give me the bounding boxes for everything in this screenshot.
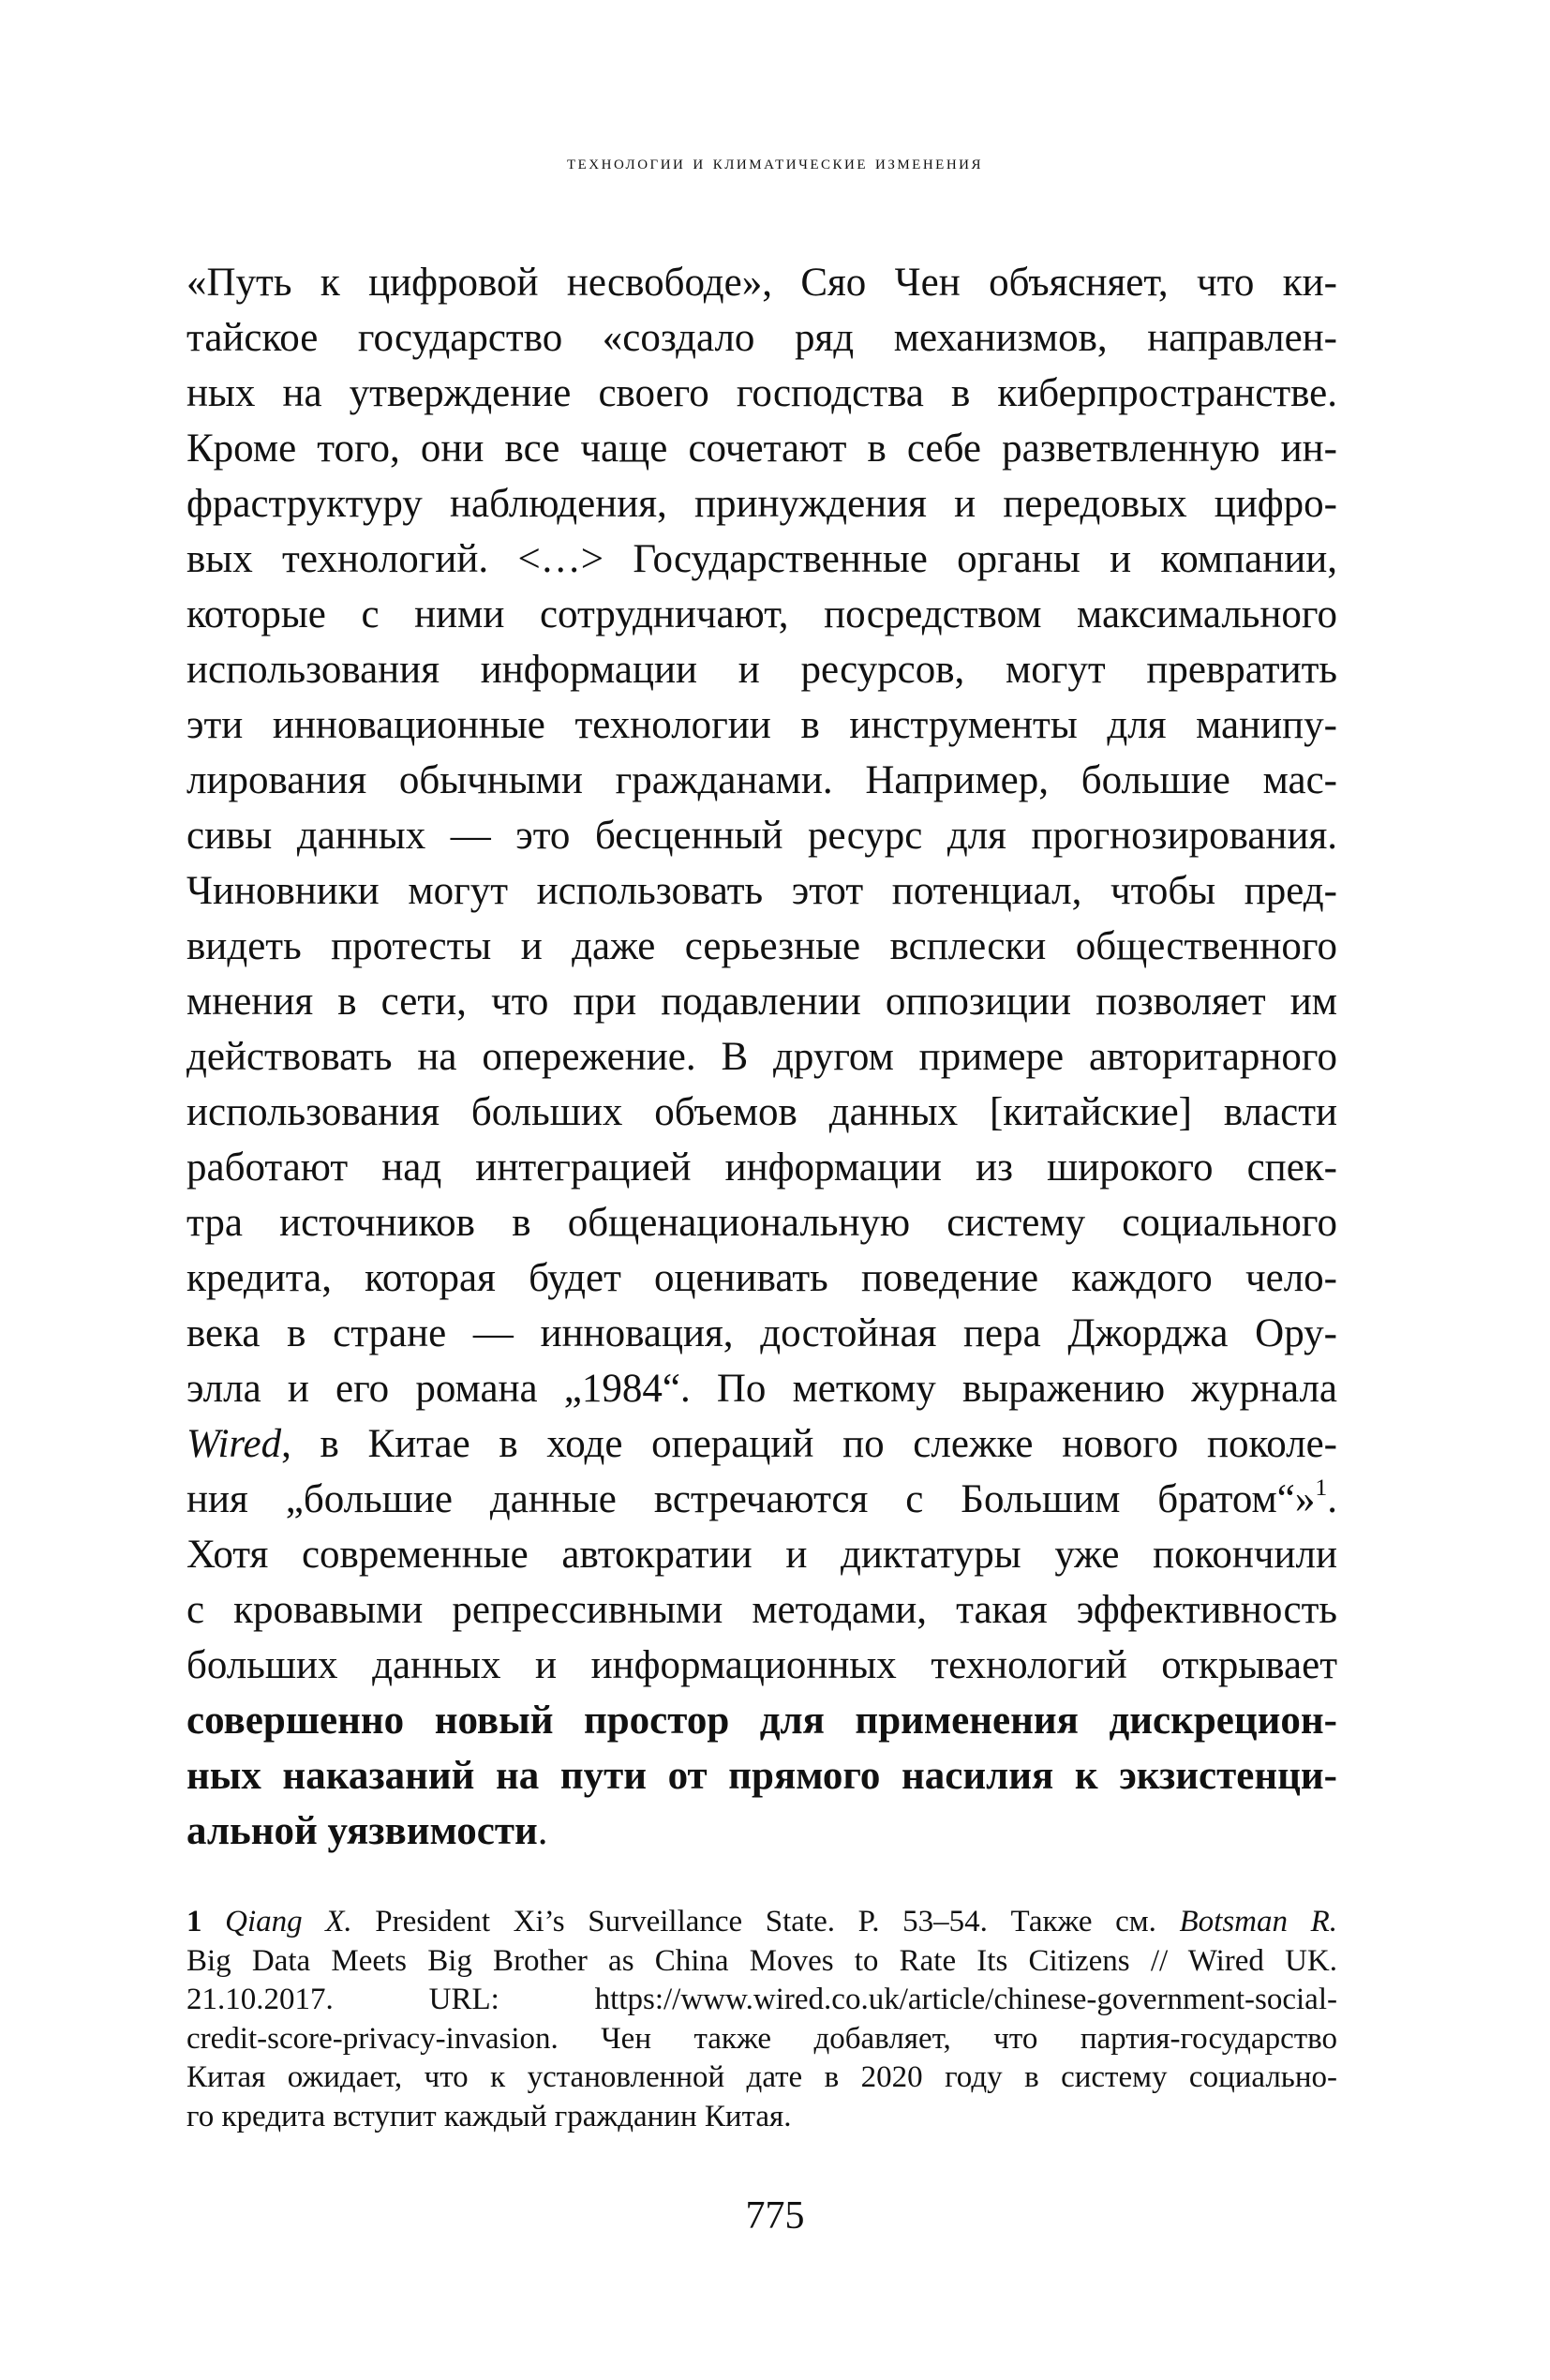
text-line	[186, 255, 1337, 310]
text-line	[186, 1472, 1337, 1527]
text-segment: , в Китае в ходе операций по слежке нового поколе-	[281, 1422, 1337, 1466]
text-segment: века в стране — инновация, достойная пера Джорджа Ору-	[186, 1311, 1337, 1355]
text-segment: которые с ними сотрудничают, посредством максимального	[186, 592, 1337, 636]
text-segment: ных на утверждение своего господства в киберпространстве.	[186, 371, 1337, 415]
text-segment	[202, 1905, 226, 1938]
text-segment: мнения в сети, что при подавлении оппозиции позволяет им	[186, 980, 1337, 1024]
italic-text: Qiang X.	[225, 1905, 352, 1938]
page-number: 775	[745, 2194, 805, 2238]
text-segment: «Путь к цифровой несвободе», Сяо Чен объясняет, что ки-	[186, 261, 1337, 305]
bold-text: ных наказаний на пути от прямого насилия к экзистенци-	[186, 1754, 1337, 1798]
text-segment: ния „большие данные встречаются с Большим братом“»	[186, 1477, 1316, 1521]
text-segment: .	[537, 1809, 548, 1853]
text-line	[186, 421, 1337, 476]
text-segment: вых технологий. <…> Государственные органы и компании,	[186, 537, 1337, 581]
text-segment: Хотя современные автократии и диктатуры уже покончили	[186, 1533, 1337, 1577]
text-segment: Чиновники могут использовать этот потенциал, чтобы пред-	[186, 869, 1337, 913]
body-text	[186, 255, 1337, 1859]
footnote-line	[186, 1903, 1337, 1942]
text-line	[186, 587, 1337, 642]
footnote-ref: 1	[1315, 1473, 1328, 1501]
text-line	[186, 1250, 1337, 1306]
italic-text: Botsman R.	[1179, 1905, 1338, 1938]
text-segment: го кредита вступит каждый гражданин Китая.	[186, 2099, 792, 2133]
text-line	[186, 974, 1337, 1029]
text-line	[186, 1306, 1337, 1361]
text-segment: Big Data Meets Big Brother as China Moves to Rate Its Citizens // Wired UK.	[186, 1943, 1337, 1978]
text-segment: больших данных и информационных технологий открывает	[186, 1643, 1337, 1687]
bold-text: совершенно новый простор для применения дискрецион-	[186, 1699, 1337, 1743]
text-line	[186, 697, 1337, 753]
footnote-line	[186, 1942, 1337, 1982]
text-line	[186, 1748, 1337, 1804]
text-segment: credit-score-privacy-invasion. Чен также добавляет, что партия-государство	[186, 2021, 1337, 2056]
text-segment: тра источников в общенациональную систему социального	[186, 1201, 1337, 1245]
text-line	[186, 1804, 1337, 1859]
text-segment: работают над интеграцией информации из широкого спек-	[186, 1145, 1337, 1190]
text-line	[186, 1361, 1337, 1416]
text-line	[186, 642, 1337, 697]
running-header: технологии и климатические изменения	[566, 150, 984, 173]
text-line	[186, 1693, 1337, 1748]
text-segment: Китая ожидает, что к установленной дате в 2020 году в систему социально-	[186, 2060, 1337, 2094]
text-segment: Кроме того, они все чаще сочетают в себе разветвленную ин-	[186, 427, 1337, 471]
text-segment: элла и его романа „1984“. По меткому выражению журнала	[186, 1367, 1337, 1411]
text-segment: с кровавыми репрессивными методами, такая эффективность	[186, 1588, 1337, 1632]
text-segment: сивы данных — это бесценный ресурс для прогнозирования.	[186, 814, 1337, 858]
text-segment: фраструктуру наблюдения, принуждения и передовых цифро-	[186, 482, 1337, 526]
text-line	[186, 808, 1337, 863]
text-line	[186, 1638, 1337, 1693]
text-segment: .	[1327, 1477, 1337, 1521]
text-segment: лирования обычными гражданами. Например, большие мас-	[186, 758, 1337, 802]
text-line	[186, 1140, 1337, 1195]
footnote-line	[186, 2098, 1337, 2137]
text-line	[186, 310, 1337, 366]
text-line	[186, 753, 1337, 808]
italic-text: Wired	[186, 1422, 282, 1466]
text-line	[186, 476, 1337, 531]
bold-text: 1	[186, 1905, 202, 1938]
text-line	[186, 1029, 1337, 1085]
footnote-line	[186, 2020, 1337, 2059]
footnotes	[186, 1903, 1337, 2136]
text-segment: видеть протесты и даже серьезные всплески общественного	[186, 924, 1337, 968]
text-line	[186, 1527, 1337, 1582]
bold-text: альной уязвимости	[186, 1809, 538, 1853]
text-line	[186, 1416, 1337, 1472]
text-line	[186, 1195, 1337, 1250]
text-line	[186, 919, 1337, 974]
footnote-line	[186, 1981, 1337, 2020]
text-segment: использования информации и ресурсов, могут превратить	[186, 648, 1337, 692]
text-segment: эти инновационные технологии в инструменты для манипу-	[186, 703, 1337, 747]
text-line	[186, 531, 1337, 587]
text-line	[186, 863, 1337, 919]
text-segment: тайское государство «создало ряд механизмов, направлен-	[186, 316, 1337, 360]
text-line	[186, 1085, 1337, 1140]
text-line	[186, 366, 1337, 421]
text-segment: использования больших объемов данных [китайские] власти	[186, 1090, 1337, 1134]
text-segment: действовать на опережение. В другом примере авторитарного	[186, 1035, 1337, 1079]
footnote-line	[186, 2058, 1337, 2098]
text-segment: 21.10.2017. URL: https://www.wired.co.uk/article/chinese-government-social-	[186, 1983, 1337, 2016]
text-segment: кредита, которая будет оценивать поведение каждого чело-	[186, 1256, 1337, 1300]
text-line	[186, 1582, 1337, 1638]
text-segment: President Xi’s Surveillance State. P. 53–54. Также см.	[351, 1905, 1180, 1938]
